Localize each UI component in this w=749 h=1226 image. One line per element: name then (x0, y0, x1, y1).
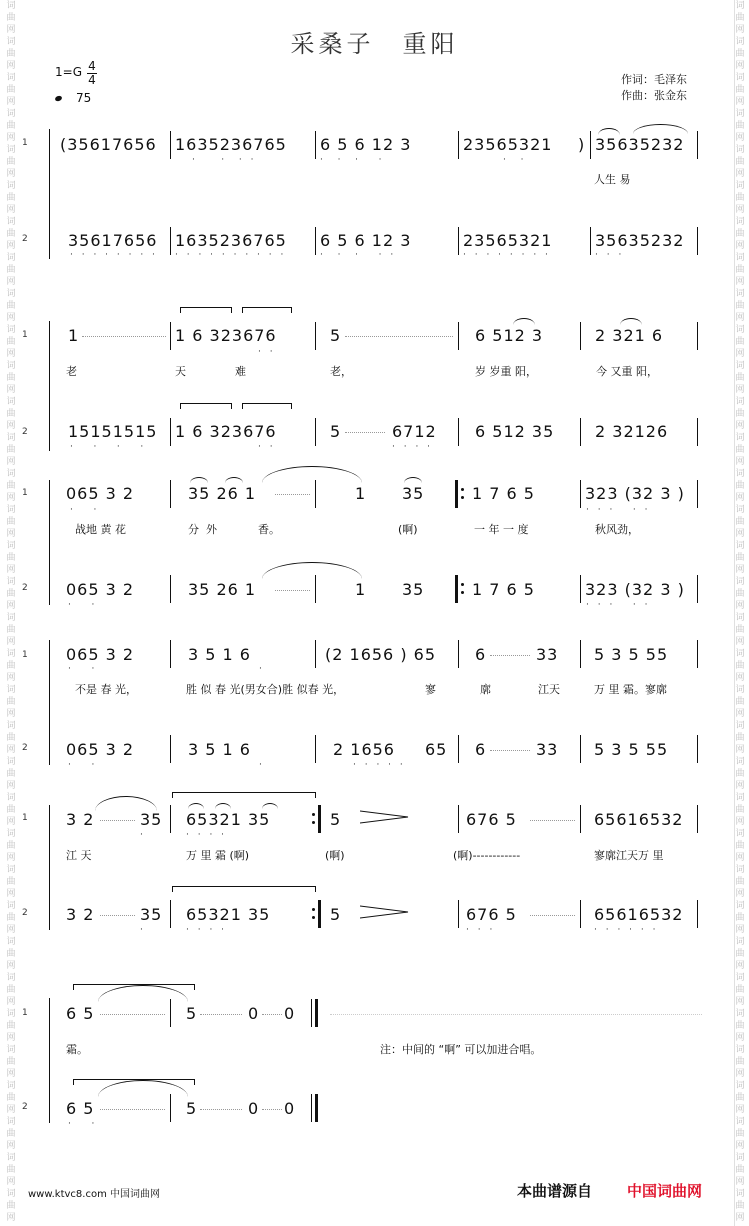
measure: 5 (330, 810, 342, 829)
watermark-left: 词 曲 网 词 曲 网 词 曲 网 词 曲 网 词 曲 网 词 曲 网 词 曲 网 词 曲 网 词 曲 网 词 曲 网 词 曲 网 词 曲 网 词 曲 网 词 曲 网 词 曲 网 词 曲 网 词 曲 网 词 曲 网 词 曲 网 词 曲 网 词 曲 网 词 曲 网 词 曲 网 词 曲 网 词 曲 网 词 曲 网 词 曲 网 词 曲 网 词 曲 网 词 曲 网 词 曲 网 词 曲 网 词 曲 网 词 曲 网 (6, 1, 16, 1223)
measure: 1 (355, 580, 367, 599)
lyricist: 作词：毛泽东 (621, 73, 687, 86)
part-number: 2 (22, 234, 28, 244)
time-signature-bottom: 4 (88, 73, 96, 87)
measure: 1635236765 (175, 231, 287, 250)
measure: 35617656 (68, 231, 158, 250)
measure: 1 (68, 326, 80, 345)
composer: 作曲：张金东 (621, 89, 687, 102)
measure: 3 5 1 6 (188, 740, 251, 759)
lyric: 江 天 (66, 849, 92, 862)
measure: 3 5 1 6 (188, 645, 251, 664)
measure: 65321 35 (186, 905, 271, 924)
measure: 6712 (392, 422, 437, 441)
measure: 6 5 (66, 1099, 95, 1118)
lyric: 今 又重 阳， (596, 365, 658, 378)
measure: 065 3 2 (66, 580, 135, 599)
credits (621, 72, 687, 104)
measure: 1 6 323676 (175, 422, 277, 441)
measure: 676 5 (466, 905, 517, 924)
song-title: 采桑子 重阳 (290, 30, 459, 58)
measure: 5 (330, 326, 342, 345)
part-number: 2 (22, 583, 28, 593)
lyric: 老， (330, 365, 352, 378)
tempo-value: 75 (76, 91, 92, 105)
measure: 676 5 (466, 810, 517, 829)
part-number: 1 (22, 138, 28, 148)
site-footer[interactable]: www.ktvc8.com 中国词曲网 (28, 1189, 161, 1200)
lyric: 万 里 霜。寥廓 (594, 683, 667, 696)
rest: 0 (248, 1099, 260, 1118)
measure: 35 26 1 (188, 580, 257, 599)
measure: 5 (186, 1004, 198, 1023)
measure: 15151515 (68, 422, 158, 441)
part-number: 2 (22, 427, 28, 437)
brand-logo-text[interactable]: 中国词曲网 (627, 1182, 703, 1200)
measure: 6 (475, 645, 487, 664)
lyric: 一 年 一 度 (474, 523, 529, 536)
lyric: (啊) (325, 849, 345, 862)
measure: 5 3 5 55 (594, 645, 669, 664)
measure: (35617656 (60, 135, 157, 154)
measure: 5 (330, 905, 342, 924)
lyric: (啊)------------ (453, 849, 521, 862)
time-signature-top: 4 (88, 59, 96, 73)
measure: 6 512 35 (475, 422, 555, 441)
lyric: 廓 (480, 683, 491, 696)
closing-paren: ) (578, 135, 586, 154)
measure: 2 321 6 (595, 326, 664, 345)
measure: 5 (186, 1099, 198, 1118)
measure: (2 1656 ) 65 (325, 645, 436, 664)
measure: 1635236765 (175, 135, 287, 154)
lyric: 老 (66, 365, 77, 378)
diminuendo-icon (360, 905, 410, 919)
measure: 6 5 6 12 3 (320, 231, 412, 250)
part-number: 2 (22, 743, 28, 753)
part-number: 1 (22, 650, 28, 660)
measure: 065 3 2 (66, 740, 135, 759)
part-number: 1 (22, 488, 28, 498)
page-edge-line (734, 0, 735, 1226)
measure: 2 32126 (595, 422, 669, 441)
measure: 35635232 (595, 135, 685, 154)
system-brace (49, 129, 50, 259)
measure: 65616532 (594, 905, 684, 924)
measure: 65 (425, 740, 448, 759)
lyric: 不是 春 光， (75, 683, 137, 696)
measure: 065 3 2 (66, 484, 135, 503)
measure: 3 2 (66, 810, 95, 829)
measure: 323 (32 3 ) (585, 484, 685, 503)
measure: 35 (402, 484, 425, 503)
key-signature: 1=G (55, 65, 82, 79)
tempo-marking (55, 91, 91, 105)
part-number: 1 (22, 1008, 28, 1018)
lyric: (啊) (398, 523, 418, 536)
quarter-note-icon (54, 95, 62, 102)
measure: 1 7 6 5 (472, 580, 535, 599)
measure: 23565321 (463, 135, 553, 154)
time-signature (87, 60, 97, 87)
lyric: 寥廓江天万 里 (594, 849, 664, 862)
measure: 65616532 (594, 810, 684, 829)
measure: 323 (32 3 ) (585, 580, 685, 599)
lyric: 香。 (258, 523, 280, 536)
lyric: 万 里 霜 (啊) (186, 849, 250, 862)
rest: 0 (284, 1004, 296, 1023)
lyric: 霜。 (66, 1043, 88, 1056)
measure: 1 6 323676 (175, 326, 277, 345)
measure: 23565321 (463, 231, 553, 250)
measure: 5 3 5 55 (594, 740, 669, 759)
measure: 2 1656 (333, 740, 395, 759)
measure: 35 26 1 (188, 484, 257, 503)
measure: 065 3 2 (66, 645, 135, 664)
measure: 35 (140, 810, 163, 829)
source-label: 本曲谱源自 (517, 1182, 593, 1200)
diminuendo-icon (360, 810, 410, 824)
measure: 6 5 (66, 1004, 95, 1023)
part-number: 1 (22, 330, 28, 340)
lyric: 天 (175, 365, 186, 378)
lyric: 胜 似 春 光(男女合)胜 似春 光， (186, 683, 345, 696)
measure: 33 (536, 740, 559, 759)
lyric: 人生 易 (594, 173, 631, 186)
part-number: 1 (22, 813, 28, 823)
rest: 0 (284, 1099, 296, 1118)
measure: 35635232 (595, 231, 685, 250)
watermark-right: 词 曲 网 词 曲 网 词 曲 网 词 曲 网 词 曲 网 词 曲 网 词 曲 网 词 曲 网 词 曲 网 词 曲 网 词 曲 网 词 曲 网 词 曲 网 词 曲 网 词 曲 网 词 曲 网 词 曲 网 词 曲 网 词 曲 网 词 曲 网 词 曲 网 词 曲 网 词 曲 网 词 曲 网 词 曲 网 词 曲 网 词 曲 网 词 曲 网 词 曲 网 词 曲 网 词 曲 网 词 曲 网 词 曲 网 词 曲 网 (735, 1, 745, 1223)
part-number: 2 (22, 908, 28, 918)
measure: 6 5 6 12 3 (320, 135, 412, 154)
part-number: 2 (22, 1102, 28, 1112)
measure: 3 2 (66, 905, 95, 924)
measure: 33 (536, 645, 559, 664)
measure: 65321 35 (186, 810, 271, 829)
lyric: 战地 黄 花 (75, 523, 126, 536)
lyric: 岁 岁重 阳， (475, 365, 537, 378)
measure: 5 (330, 422, 342, 441)
rest: 0 (248, 1004, 260, 1023)
measure: 6 512 3 (475, 326, 544, 345)
lyric: 江天 (538, 683, 560, 696)
measure: 6 (475, 740, 487, 759)
measure: 1 (355, 484, 367, 503)
measure: 35 (402, 580, 425, 599)
lyric: 秋风劲， (595, 523, 639, 536)
measure: 1 7 6 5 (472, 484, 535, 503)
measure: 35 (140, 905, 163, 924)
lyric: 难 (235, 365, 246, 378)
lyric: 分 外 (188, 523, 217, 536)
performance-note: 注：中间的 “啊” 可以加进合唱。 (380, 1043, 542, 1056)
lyric: 寥 (425, 683, 436, 696)
